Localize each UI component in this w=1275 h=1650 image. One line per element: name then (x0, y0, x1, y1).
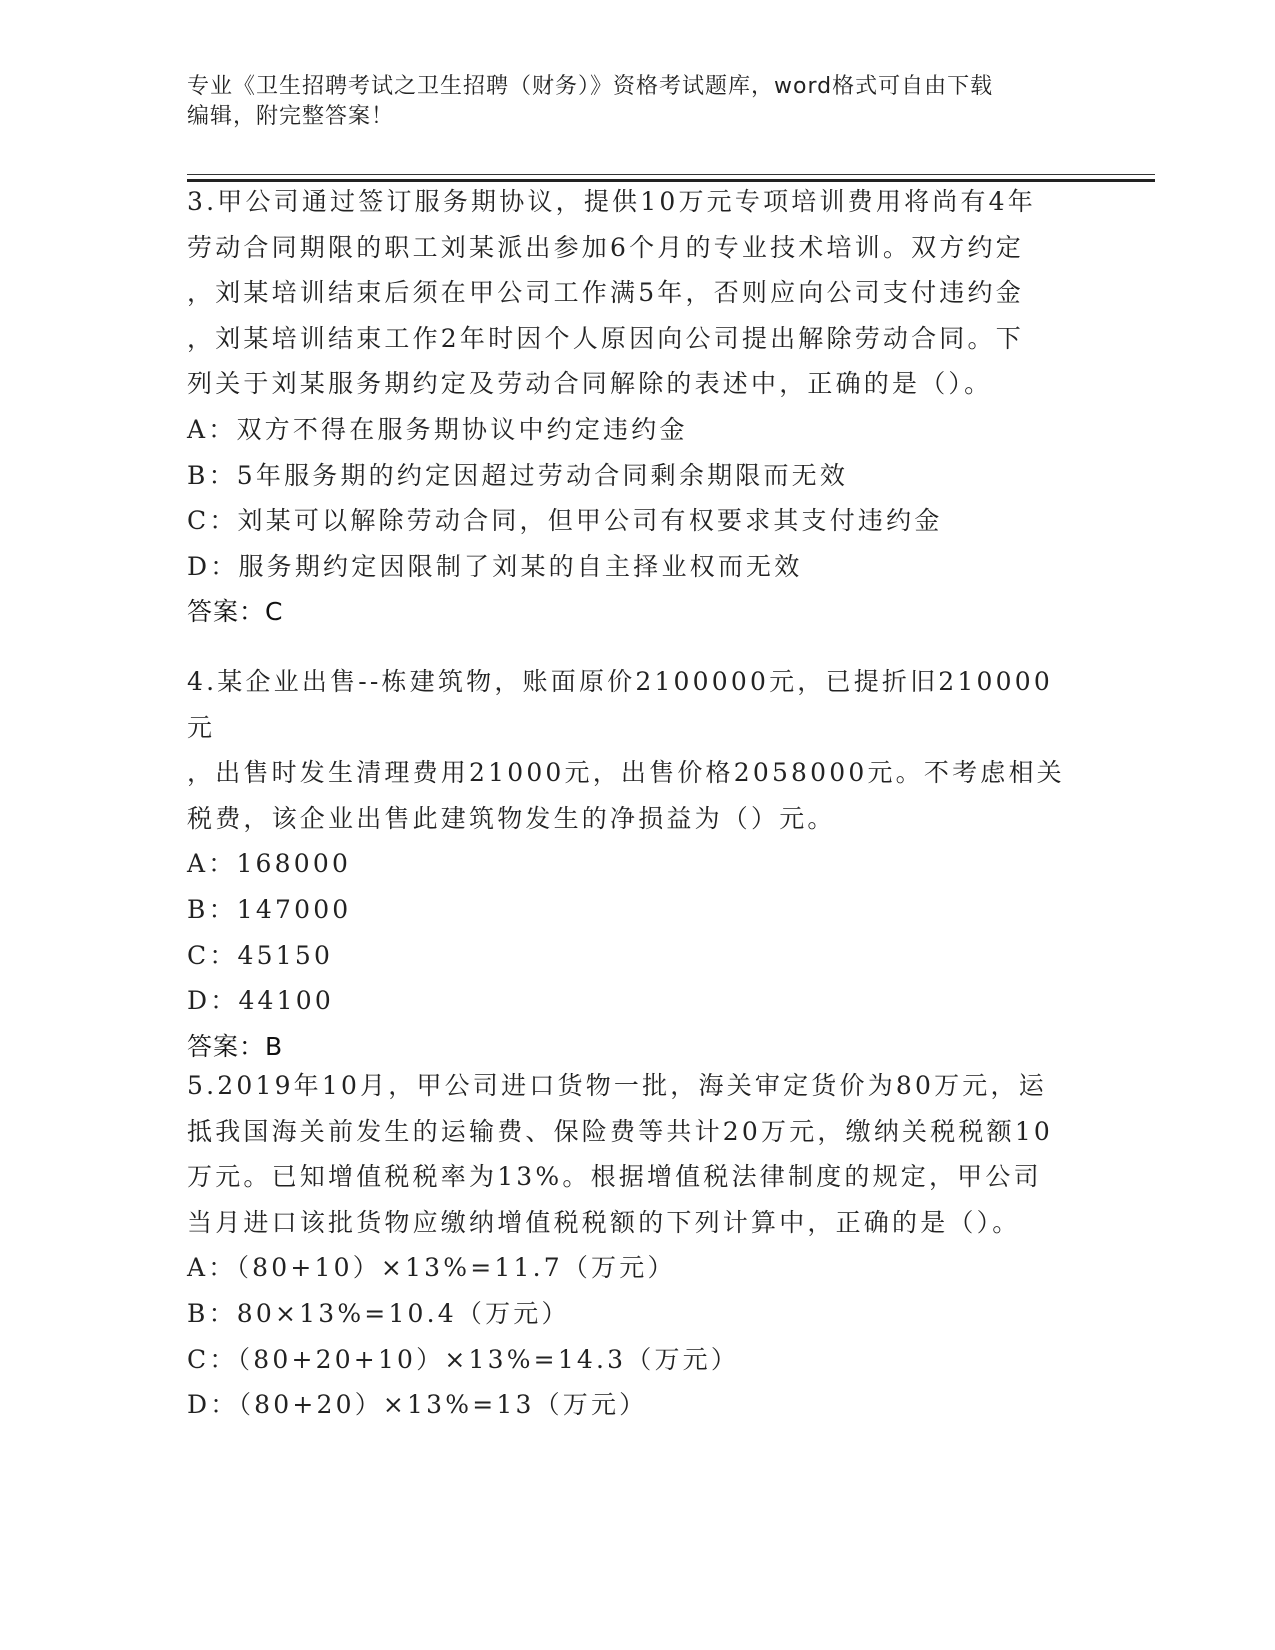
option-b: B：147000 (187, 894, 352, 924)
header-line-1: 专业《卫生招聘考试之卫生招聘（财务）》资格考试题库，word格式可自由下载 (187, 74, 994, 99)
option-d: D：（80+20）×13%=13（万元） (187, 1390, 648, 1420)
question-stem-line: ，刘某培训结束工作2年时因个人原因向公司提出解除劳动合同。下 (187, 323, 1024, 353)
question-stem-line: 当月进口该批货物应缴纳增值税税额的下列计算中，正确的是（）。 (187, 1207, 1021, 1237)
answer-label: 答案：C (187, 597, 284, 627)
option-a: A：168000 (187, 849, 352, 879)
option-c: C：（80+20+10）×13%=14.3（万元） (187, 1344, 740, 1374)
option-a: A：双方不得在服务期协议中约定违约金 (187, 414, 688, 444)
question-stem-line: 万元。已知增值税税率为13%。根据增值税法律制度的规定，甲公司 (187, 1162, 1042, 1192)
question-stem-line: 3.甲公司通过签订服务期协议，提供10万元专项培训费用将尚有4年 (187, 187, 1036, 216)
question-stem-line: ，出售时发生清理费用21000元，出售价格2058000元。不考虑相关 (187, 758, 1065, 788)
header-divider-thin (187, 174, 1155, 175)
question-4 (187, 659, 1077, 1069)
question-stem-line: 抵我国海关前发生的运输费、保险费等共计20万元，缴纳关税税额10 (187, 1116, 1054, 1146)
option-a: A：（80+10）×13%=11.7（万元） (187, 1253, 676, 1283)
question-3 (187, 179, 1077, 635)
header-line-2: 编辑，附完整答案！ (187, 104, 395, 129)
option-d: D：44100 (187, 986, 334, 1016)
question-stem-line: 列关于刘某服务期约定及劳动合同解除的表述中，正确的是（）。 (187, 369, 993, 399)
question-stem-line: 劳动合同期限的职工刘某派出参加6个月的专业技术培训。双方约定 (187, 232, 1024, 262)
option-b: B：80×13%=10.4（万元） (187, 1298, 570, 1328)
option-b: B：5年服务期的约定因超过劳动合同剩余期限而无效 (187, 460, 849, 490)
option-c: C：刘某可以解除劳动合同，但甲公司有权要求其支付违约金 (187, 506, 943, 536)
answer-label: 答案：B (187, 1031, 284, 1061)
question-stem-line: 4.某企业出售--栋建筑物，账面原价2100000元，已提折旧210000元 (187, 667, 1053, 742)
question-5 (187, 1063, 1077, 1428)
document-header (187, 72, 1067, 132)
option-c: C：45150 (187, 940, 334, 970)
question-stem-line: 5.2019年10月，甲公司进口货物一批，海关审定货价为80万元，运 (187, 1071, 1047, 1100)
question-stem-line: ，刘某培训结束后须在甲公司工作满5年，否则应向公司支付违约金 (187, 278, 1024, 308)
question-stem-line: 税费，该企业出售此建筑物发生的净损益为（）元。 (187, 803, 836, 833)
option-d: D：服务期约定因限制了刘某的自主择业权而无效 (187, 551, 803, 581)
